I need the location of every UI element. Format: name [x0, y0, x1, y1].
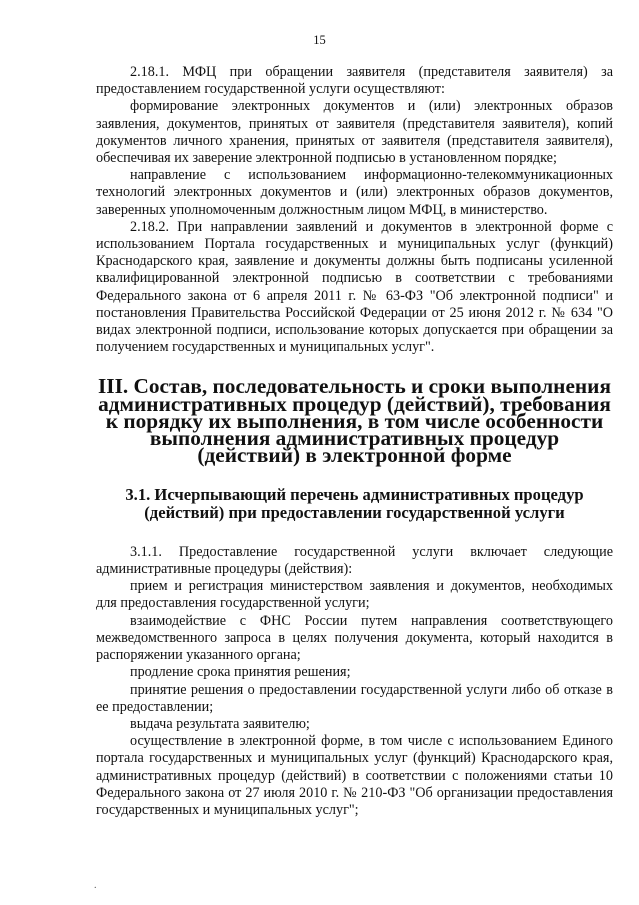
paragraph: 2.18.2. При направлении заявлений и документов в электронной форме с использованием Портала государственных и муниципальных услуг (функций) Краснодарского края, заявление и документы должны быть подписаны усиленной квалифицированной электронной подписью в соответствии с требованиями Федерального закона от 6 апреля 2011 г. № 63-ФЗ "Об электронной подписи" и постановления Правительства Российской Федерации от 25 июня 2012 г. № 634 "О видах электронной подписи, использование которых допускается при обращении за получением государственных и муниципальных услуг". — [96, 218, 613, 356]
page-number: 15 — [313, 33, 326, 47]
list-item: взаимодействие с ФНС России путем направления соответствующего межведомственного запроса в целях получения документа, который находится в распоряжении указанного органа; — [96, 612, 613, 664]
list-item: принятие решения о предоставлении государственной услуги либо об отказе в ее предоставлении; — [96, 681, 613, 715]
footer-mark: . — [94, 880, 97, 891]
document-body — [96, 64, 613, 819]
subsection-heading: 3.1. Исчерпывающий перечень административных процедур (действий) при предоставлении государственной услуги — [125, 485, 584, 522]
list-item: осуществление в электронной форме, в том числе с использованием Единого портала государственных и муниципальных услуг (функций) Краснодарского края, административных процедур (действий) в соответствии с положениями статьи 10 Федерального закона от 27 июля 2010 г. № 210-ФЗ "Об организации предоставления государственных и муниципальных услуг"; — [96, 733, 613, 818]
section-heading: III. Состав, последовательность и сроки выполнения административных процедур (действий), требования к порядку их выполнения, в том числе особенности выполнения административных процедур (действий) в электронной форме — [98, 374, 611, 468]
list-item: продление срока принятия решения; — [130, 664, 351, 681]
paragraph: направление с использованием информационно-телекоммуникационных технологий электронных документов и (или) электронных образов документов, заверенных уполномоченным должностным лицом МФЦ, в министерство. — [96, 167, 613, 218]
list-item: прием и регистрация министерством заявления и документов, необходимых для предоставления государственной услуги; — [96, 578, 613, 612]
paragraph: 3.1.1. Предоставление государственной услуги включает следующие административные процедуры (действия): — [96, 543, 613, 578]
paragraph: 2.18.1. МФЦ при обращении заявителя (представителя заявителя) за предоставлением государственной услуги осуществляют: — [96, 64, 613, 98]
paragraph: формирование электронных документов и (или) электронных образов заявления, документов, принятых от заявителя (представителя заявителя), копий документов личного хранения, принятых от заявителя (представителя заявителя), обеспечивая их заверение электронной подписью в установленном порядке; — [96, 98, 613, 167]
list-item: выдача результата заявителю; — [130, 715, 310, 732]
